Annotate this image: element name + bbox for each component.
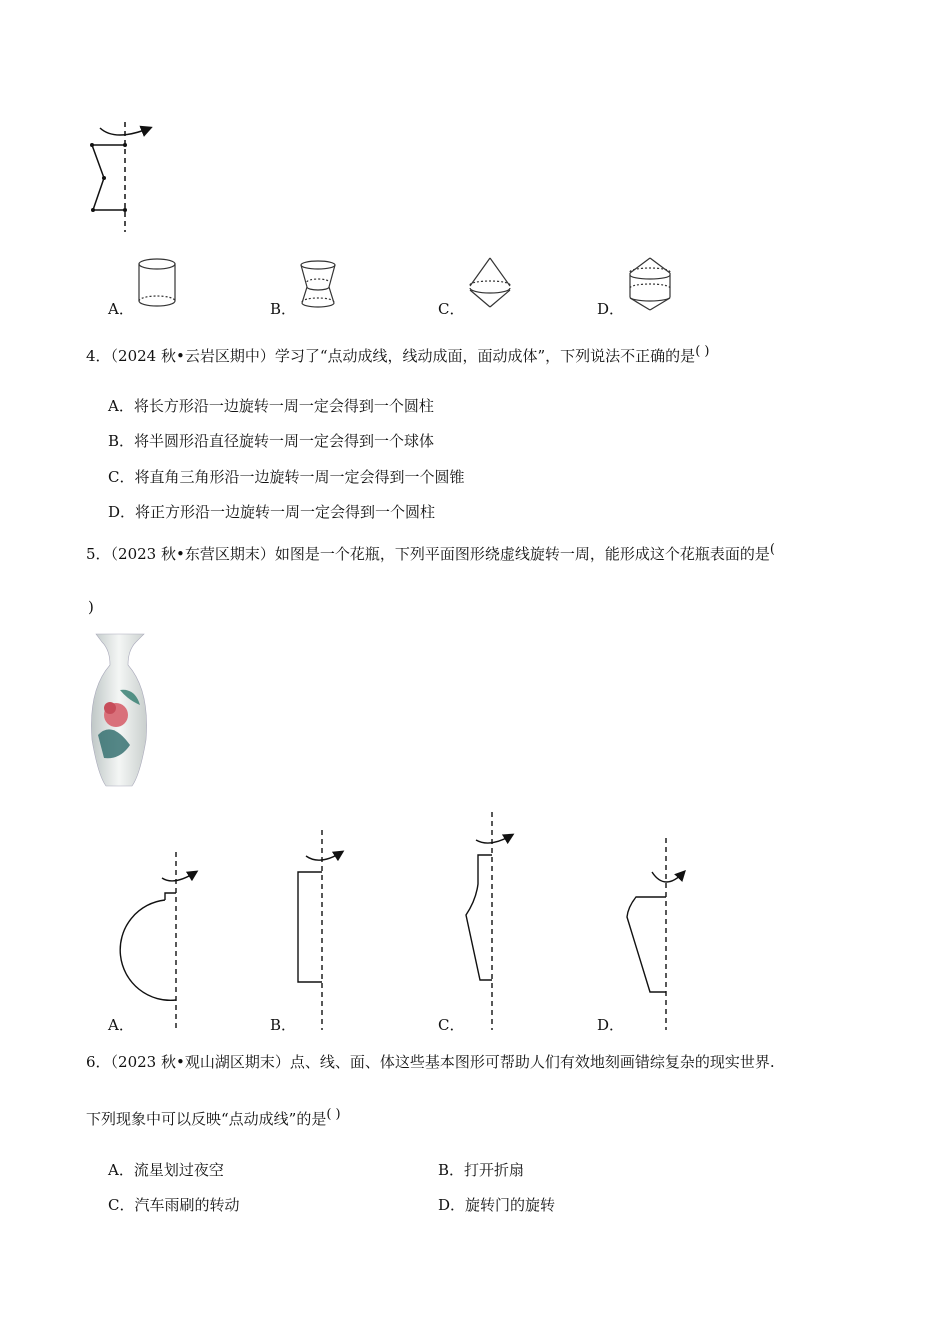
- q5-option-c[interactable]: C．: [438, 1016, 465, 1034]
- q5-paren-close: ): [88, 598, 94, 616]
- q3-solid-double-cone: [470, 258, 510, 307]
- q6-stem-line2: [86, 1106, 341, 1128]
- q5-figure-a: [120, 852, 196, 1030]
- q6-option-a[interactable]: A．流星划过夜空: [108, 1161, 224, 1179]
- q4-answer-paren: ( ): [695, 344, 710, 359]
- q5-option-a[interactable]: A．: [108, 1016, 134, 1034]
- q4-option-c[interactable]: C．将直角三角形沿一边旋转一周一定会得到一个圆锥: [108, 468, 465, 486]
- q6-answer-paren: ( ): [326, 1107, 341, 1122]
- q5-figure-b: [298, 830, 342, 1030]
- q3-option-d[interactable]: D．: [597, 300, 625, 318]
- vase-image: [91, 634, 146, 786]
- q5-figure-c: [466, 812, 512, 1030]
- q3-option-b[interactable]: B．: [270, 300, 297, 318]
- q3-solid-cylinder: [139, 259, 175, 306]
- q4-option-a[interactable]: A．将长方形沿一边旋转一周一定会得到一个圆柱: [108, 397, 434, 415]
- q4-option-d[interactable]: D．将正方形沿一边旋转一周一定会得到一个圆柱: [108, 503, 436, 521]
- q3-option-c[interactable]: C．: [438, 300, 465, 318]
- q4-option-b[interactable]: B．将半圆形沿直径旋转一周一定会得到一个球体: [108, 432, 435, 450]
- q5-option-b[interactable]: B．: [270, 1016, 297, 1034]
- q4-stem-text: 4．（2024 秋•云岩区期中）学习了“点动成线，线动成面，面动成体”，下列说法不正确的是: [86, 347, 696, 365]
- q3-solid-cone-cylinder-cone: [630, 258, 670, 310]
- q5-stem-text: 5．（2023 秋•东营区期末）如图是一个花瓶，下列平面图形绕虚线旋转一周，能形成这个花瓶表面的是: [86, 545, 770, 563]
- q3-option-a[interactable]: A．: [108, 300, 134, 318]
- q6-stem-text: 下列现象中可以反映“点动成线”的是: [86, 1110, 327, 1128]
- q6-stem-line1: 6．（2023 秋•观山湖区期末）点、线、面、体这些基本图形可帮助人们有效地刻画错综复杂的现实世界.: [86, 1053, 775, 1071]
- q6-option-c[interactable]: C．汽车雨刷的转动: [108, 1196, 240, 1214]
- q5-option-d[interactable]: D．: [597, 1016, 625, 1034]
- q5-stem: [86, 541, 775, 563]
- q6-option-b[interactable]: B．打开折扇: [438, 1161, 525, 1179]
- q3-rotation-figure: [90, 122, 150, 232]
- q4-stem: [86, 343, 709, 365]
- q5-paren-open: (: [769, 542, 775, 557]
- q5-figure-d: [627, 838, 684, 1030]
- q6-option-d[interactable]: D．旋转门的旋转: [438, 1196, 556, 1214]
- q3-solid-hourglass: [301, 261, 335, 307]
